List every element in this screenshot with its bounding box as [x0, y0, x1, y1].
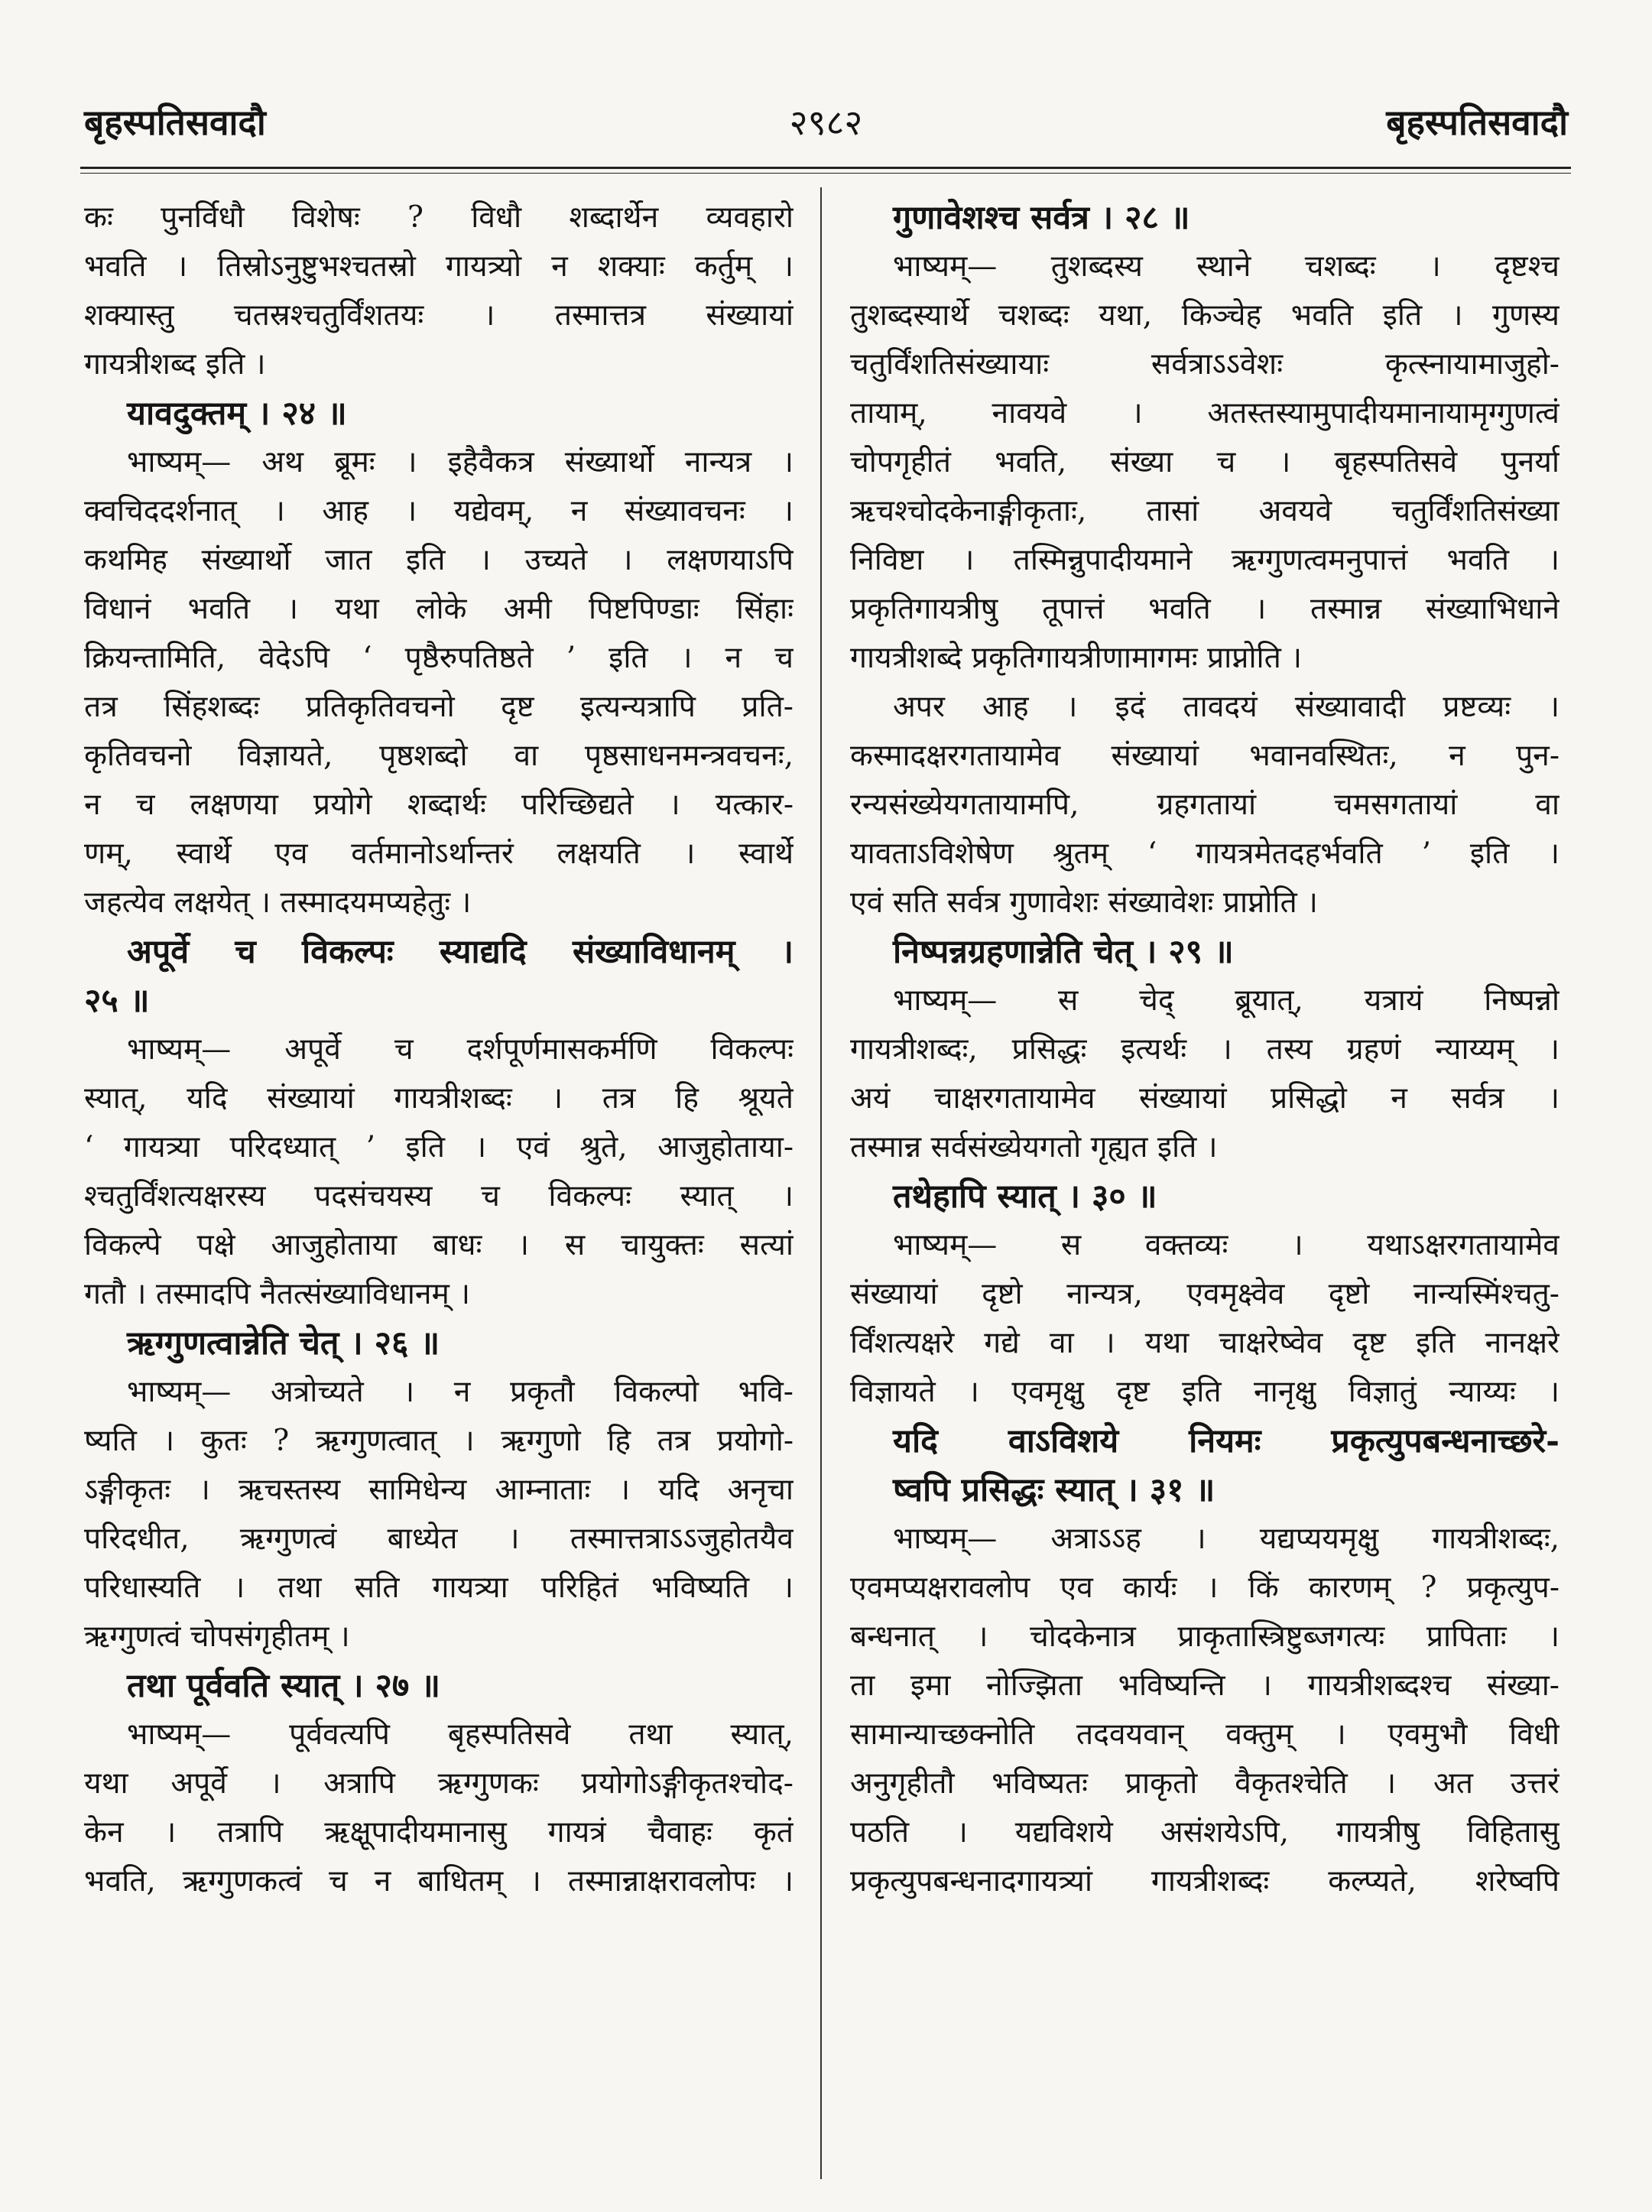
- text-line: भाष्यम्— तुशब्दस्य स्थाने चशब्दः । दृष्टश्च: [893, 249, 1560, 284]
- text-line: निविष्टा । तस्मिन्नुपादीयमाने ऋग्गुणत्वमनुपात्तं भवति ।: [850, 543, 1560, 577]
- text-line: कृतिवचनो विज्ञायते, पृष्ठशब्दो वा पृष्ठसाधनमन्त्रवचनः,: [84, 739, 794, 773]
- text-line: तत्र सिंहशब्दः प्रतिकृतिवचनो दृष्ट इत्यन्यत्रापि प्रति-: [84, 690, 794, 724]
- text-line: भाष्यम्— स वक्तव्यः । यथाऽक्षरगतायामेव: [893, 1228, 1560, 1262]
- text-line: भाष्यम्— पूर्ववत्यपि बृहस्पतिसवे तथा स्यात्,: [127, 1717, 794, 1752]
- sutra-line: ष्वपि प्रसिद्धः स्यात् । ३१ ॥: [893, 1471, 1215, 1509]
- text-line: तस्मान्न सर्वसंख्येयगतो गृह्यत इति ।: [850, 1130, 1218, 1164]
- column-divider: [820, 187, 822, 2179]
- text-line: स्यात्, यदि संख्यायां गायत्रीशब्दः । तत्र हि श्रूयते: [84, 1081, 794, 1116]
- text-line: भाष्यम्— अत्रोच्यते । न प्रकृतौ विकल्पो भवि-: [127, 1375, 794, 1409]
- page-number: २९८२: [789, 102, 863, 143]
- text-line: चतुर्विंशतिसंख्यायाः सर्वत्राऽऽवेशः कृत्स्नायामाजुहो-: [850, 347, 1560, 382]
- text-line: भाष्यम्— अपूर्वे च दर्शपूर्णमासकर्मणि विकल्पः: [127, 1032, 794, 1067]
- text-line: कस्मादक्षरगतायामेव संख्यायां भवानवस्थितः, न पुन-: [850, 739, 1560, 773]
- text-line: चोपगृहीतं भवति, संख्या च । बृहस्पतिसवे पुनर्या: [850, 445, 1560, 479]
- sutra-line: यावदुक्तम् । २४ ॥: [127, 395, 347, 433]
- text-line: एवं सति सर्वत्र गुणावेशः संख्यावेशः प्राप्नोति ।: [850, 885, 1318, 920]
- text-line: शक्यास्तु चतस्रश्चतुर्विंशतयः । तस्मात्तत्र संख्यायां: [84, 298, 794, 333]
- right-column: [850, 193, 1560, 1906]
- text-line: विकल्पे पक्षे आजुहोताया बाधः । स चायुक्तः सत्यां: [84, 1228, 794, 1262]
- text-line: भाष्यम्— अत्राऽऽह । यद्यप्ययमृक्षु गायत्रीशब्दः,: [893, 1522, 1560, 1556]
- text-line: गायत्रीशब्दः, प्रसिद्धः इत्यर्थः । तस्य ग्रहणं न्याय्यम् ।: [850, 1032, 1560, 1067]
- text-line: क्वचिददर्शनात् । आह । यद्येवम्, न संख्यावचनः ।: [84, 494, 794, 528]
- text-line: र्विंशत्यक्षरे गद्ये वा । यथा चाक्षरेष्वेव दृष्ट इति नानक्षरे: [850, 1326, 1560, 1360]
- text-line: भाष्यम्— स चेद् ब्रूयात्, यत्रायं निष्पन्नो: [893, 983, 1560, 1018]
- text-line: यथा अपूर्वे । अत्रापि ऋग्गुणकः प्रयोगोऽङ्गीकृतश्चोद-: [84, 1766, 794, 1801]
- text-line: परिदधीत, ऋग्गुणत्वं बाध्येत । तस्मात्तत्राऽऽजुहोतयैव: [84, 1522, 794, 1556]
- text-line: तुशब्दस्यार्थे चशब्दः यथा, किञ्चेह भवति इति । गुणस्य: [850, 298, 1560, 333]
- text-line: ष्यति । कुतः ? ऋग्गुणत्वात् । ऋग्गुणो हि तत्र प्रयोगो-: [84, 1424, 794, 1458]
- text-line: प्रकृत्युपबन्धनादगायत्र्यां गायत्रीशब्दः कल्प्यते, शरेष्वपि: [850, 1864, 1560, 1899]
- text-line: प्रकृतिगायत्रीषु तूपात्तं भवति । तस्मान्न संख्याभिधाने: [850, 592, 1560, 626]
- left-column: [84, 193, 794, 1906]
- text-line: तायाम्, नावयवे । अतस्तस्यामुपादीयमानायामृग्गुणत्वं: [850, 396, 1560, 430]
- text-line: संख्यायां दृष्टो नान्यत्र, एवमृक्ष्वेव दृष्टो नान्यस्मिंश्चतु-: [850, 1277, 1560, 1311]
- text-line: भाष्यम्— अथ ब्रूमः । इहैवैकत्र संख्यार्थो नान्यत्र ।: [127, 445, 794, 479]
- text-line: विधानं भवति । यथा लोके अमी पिष्टपिण्डाः सिंहाः: [84, 592, 794, 626]
- text-line: ऋचश्चोदकेनाङ्गीकृताः, तासां अवयवे चतुर्विंशतिसंख्या: [850, 494, 1560, 528]
- text-line: परिधास्यति । तथा सति गायत्र्या परिहितं भविष्यति ।: [84, 1570, 794, 1605]
- text-line: कथमिह संख्यार्थो जात इति । उच्यते । लक्षणयाऽपि: [84, 543, 794, 577]
- sutra-line: गुणावेशश्च सर्वत्र । २८ ॥: [893, 199, 1190, 237]
- running-head-right: बृहस्पतिसवादौ: [1386, 102, 1568, 143]
- text-line: श्चतुर्विंशत्यक्षरस्य पदसंचयस्य च विकल्पः स्यात् ।: [84, 1179, 794, 1213]
- text-line: अनुगृहीतौ भविष्यतः प्राकृतो वैकृतश्चेति । अत उत्तरं: [850, 1766, 1560, 1801]
- text-line: ऽङ्गीकृतः । ऋचस्तस्य सामिधेन्य आम्नाताः । यदि अनृचा: [84, 1473, 794, 1507]
- text-line: रन्यसंख्येयगतायामपि, ग्रहगतायां चमसगतायां वा: [850, 788, 1560, 822]
- sutra-line: निष्पन्नग्रहणान्नेति चेत् । २९ ॥: [893, 933, 1234, 971]
- text-line: गतौ । तस्मादपि नैतत्संख्याविधानम् ।: [84, 1277, 470, 1311]
- text-line: अपर आह । इदं तावदयं संख्यावादी प्रष्टव्यः ।: [893, 690, 1560, 724]
- text-line: ‘ गायत्र्या परिदध्यात् ’ इति । एवं श्रुते, आजुहोताया-: [84, 1130, 794, 1164]
- text-line: न च लक्षणया प्रयोगे शब्दार्थः परिच्छिद्यते । यत्कार-: [84, 788, 794, 822]
- text-line: अयं चाक्षरगतायामेव संख्यायां प्रसिद्धो न सर्वत्र ।: [850, 1081, 1560, 1116]
- sutra-line: तथेहापि स्यात् । ३० ॥: [893, 1177, 1157, 1216]
- text-line: ता इमा नोज्झिता भविष्यन्ति । गायत्रीशब्दश्च संख्या-: [850, 1668, 1560, 1703]
- text-line: भवति । तिस्रोऽनुष्टुभश्चतस्रो गायत्र्यो न शक्याः कर्तुम् ।: [84, 249, 794, 284]
- text-line: एवमप्यक्षरावलोप एव कार्यः । किं कारणम् ? प्रकृत्युप-: [850, 1570, 1560, 1605]
- sutra-line: तथा पूर्ववति स्यात् । २७ ॥: [127, 1667, 440, 1705]
- text-line: गायत्रीशब्द इति ।: [84, 347, 266, 382]
- text-line: विज्ञायते । एवमृक्षु दृष्ट इति नानृक्षु विज्ञातुं न्याय्यः ।: [850, 1375, 1560, 1409]
- header-rule: [80, 167, 1571, 169]
- text-line: गायत्रीशब्दे प्रकृतिगायत्रीणामागमः प्राप्नोति ।: [850, 641, 1303, 675]
- sutra-line: यदि वाऽविशये नियमः प्रकृत्युपबन्धनाच्छरे-: [893, 1422, 1560, 1460]
- text-line: जहत्येव लक्षयेत् । तस्मादयमप्यहेतुः ।: [84, 885, 472, 920]
- text-line: क्रियन्तामिति, वेदेऽपि ‘ पृष्ठैरुपतिष्ठते ’ इति । न च: [84, 641, 794, 675]
- header-rule-thin: [80, 173, 1571, 174]
- text-line: बन्धनात् । चोदकेनात्र प्राकृतास्त्रिष्टुब्जगत्यः प्रापिताः ।: [850, 1619, 1560, 1654]
- text-line: ऋग्गुणत्वं चोपसंगृहीतम् ।: [84, 1619, 350, 1654]
- text-line: पठति । यद्यविशये असंशयेऽपि, गायत्रीषु विहितासु: [850, 1815, 1560, 1850]
- sutra-line: २५ ॥: [84, 982, 150, 1020]
- text-line: णम्, स्वार्थे एव वर्तमानोऽर्थान्तरं लक्षयति । स्वार्थे: [84, 836, 794, 871]
- text-line: केन । तत्रापि ऋक्षूपादीयमानासु गायत्रं चैवाहः कृतं: [84, 1815, 794, 1850]
- running-head-left: बृहस्पतिसवादौ: [84, 102, 266, 143]
- text-line: भवति, ऋग्गुणकत्वं च न बाधितम् । तस्मान्नाक्षरावलोपः ।: [84, 1864, 794, 1899]
- text-line: सामान्याच्छक्नोति तदवयवान् वक्तुम् । एवमुभौ विधी: [850, 1717, 1560, 1752]
- sutra-line: अपूर्वे च विकल्पः स्याद्यदि संख्याविधानम् ।: [127, 933, 794, 971]
- text-line: कः पुनर्विधौ विशेषः ? विधौ शब्दार्थेन व्यवहारो: [84, 200, 794, 235]
- text-line: यावताऽविशेषेण श्रुतम् ‘ गायत्रमेतदहर्भवति ’ इति ।: [850, 836, 1560, 871]
- sutra-line: ऋग्गुणत्वान्नेति चेत् । २६ ॥: [127, 1324, 440, 1363]
